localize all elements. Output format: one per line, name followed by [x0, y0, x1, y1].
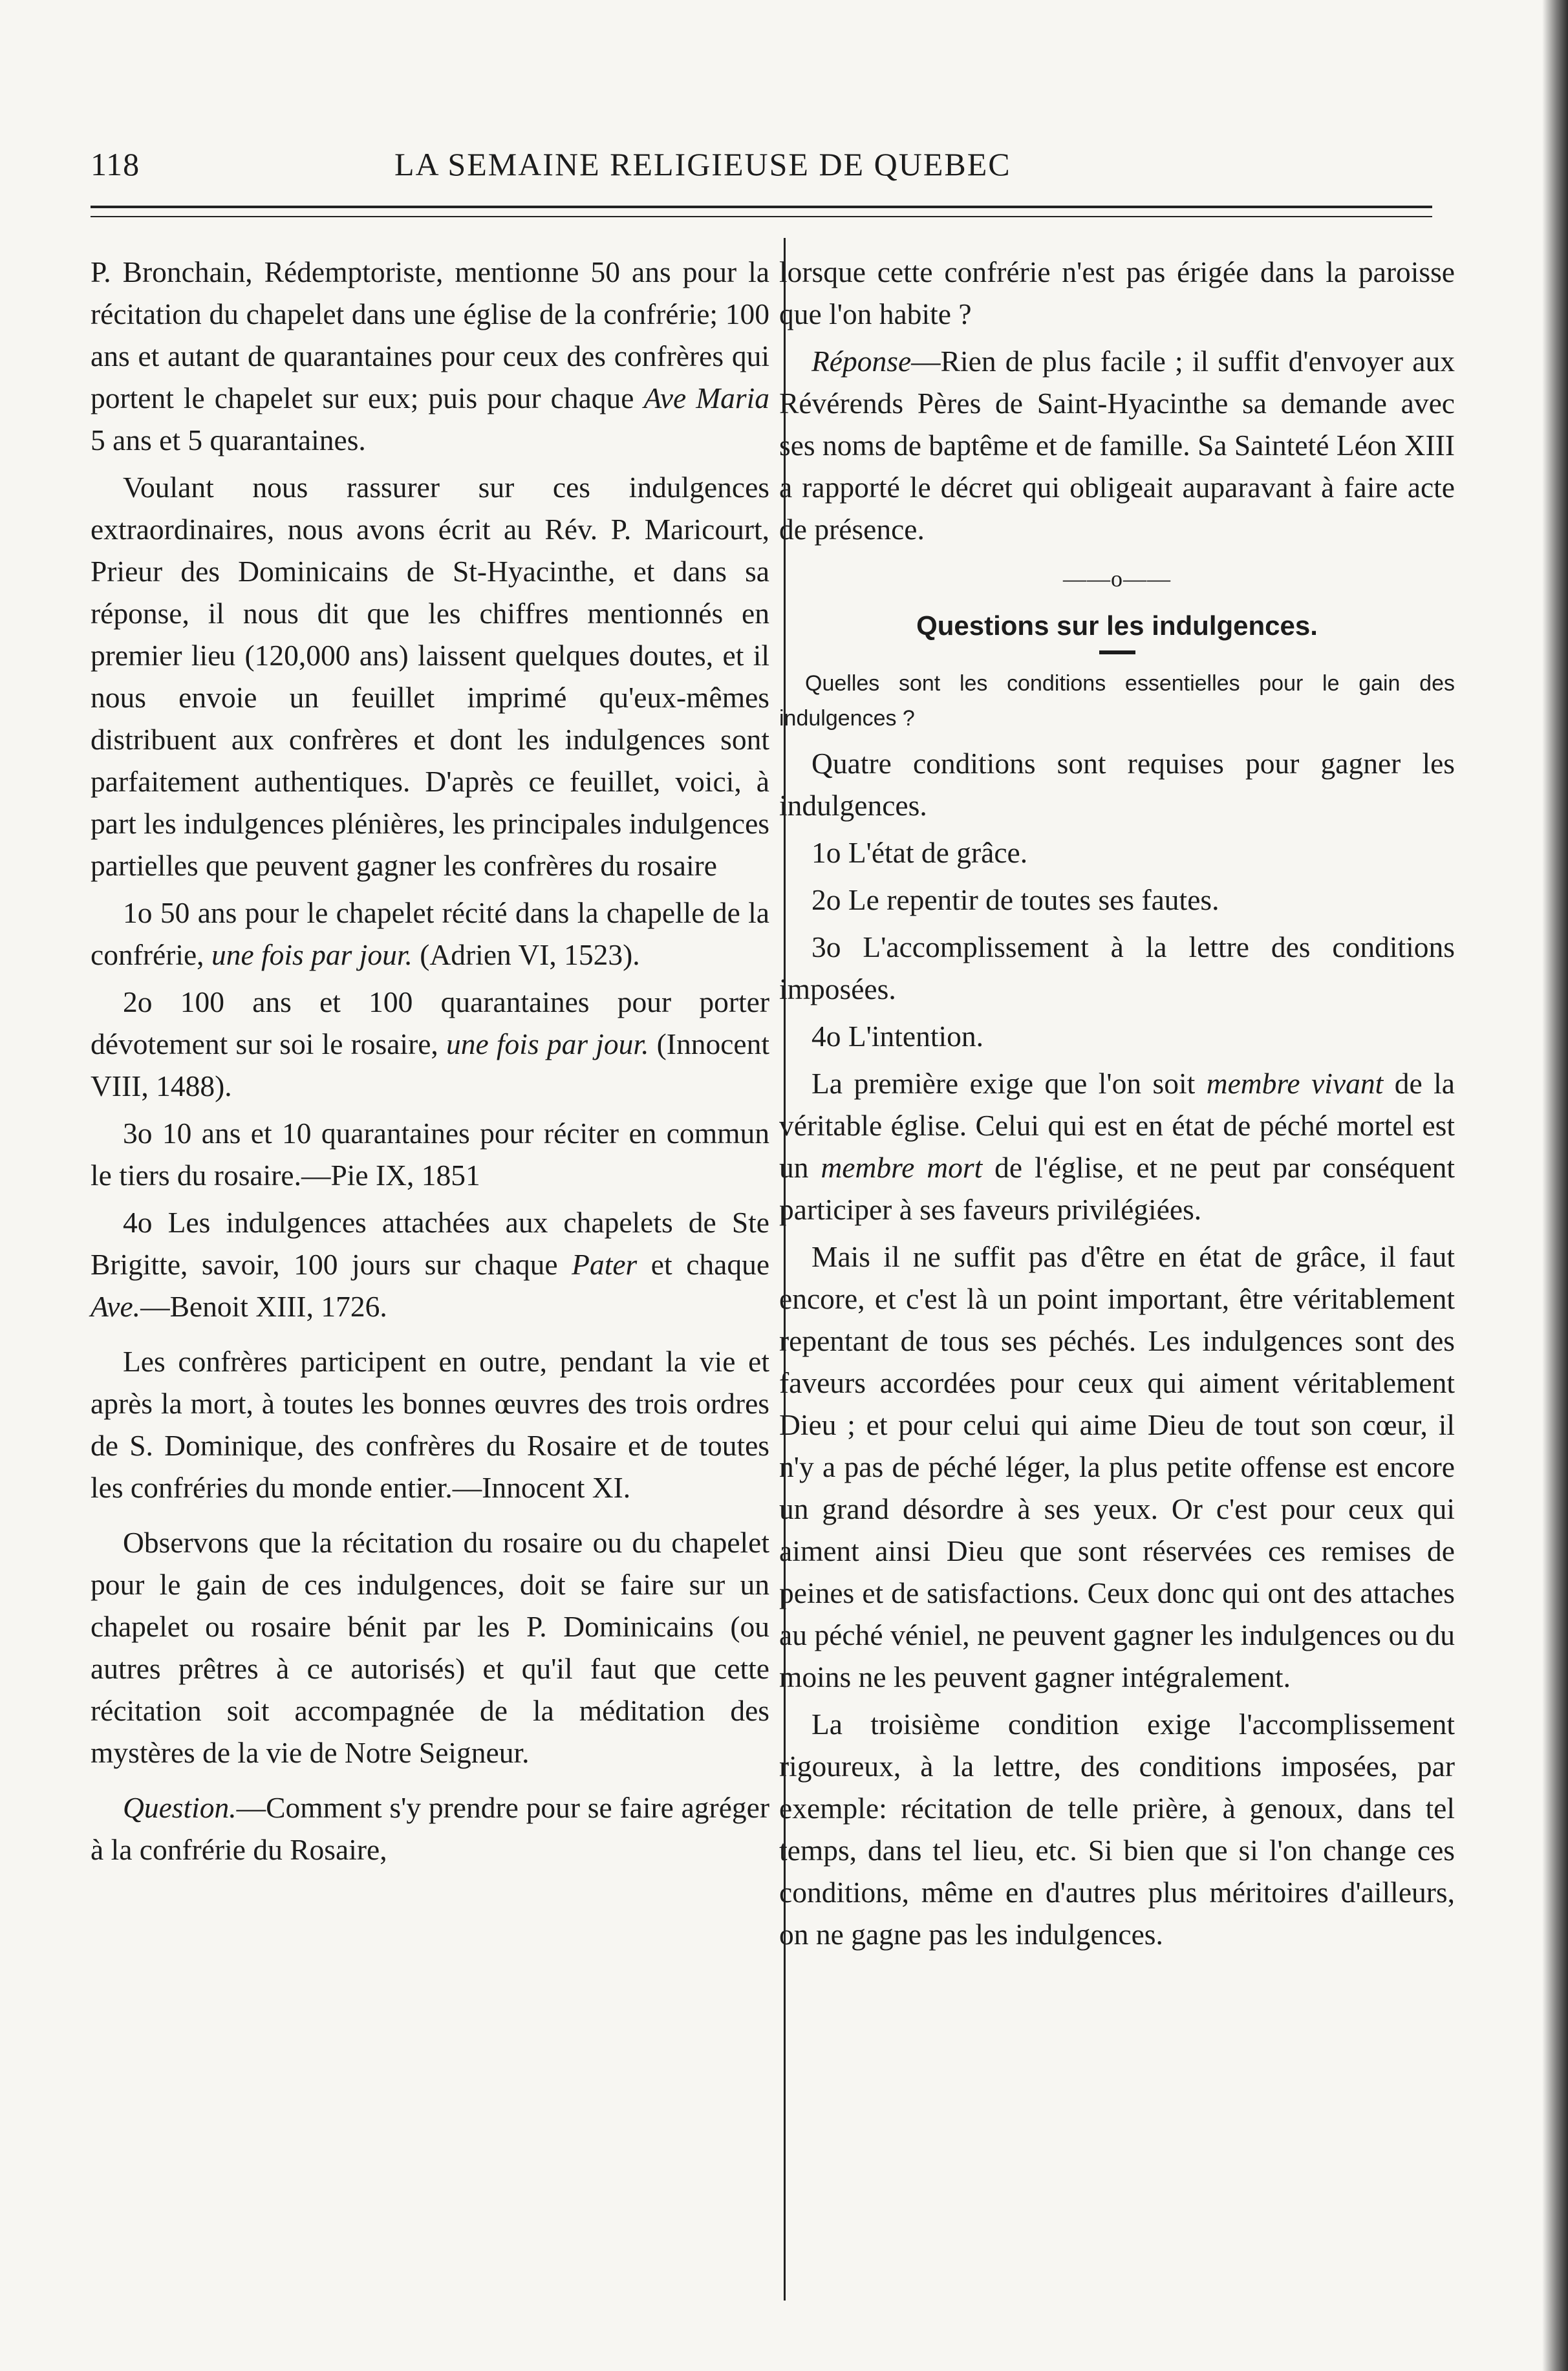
- section-title: Questions sur les indulgences.: [916, 610, 1318, 641]
- list-item: 4o Les indulgences attachées aux chapelets de Ste Brigitte, savoir, 100 jours sur chaque Pater et chaque Ave.—Benoit XIII, 1726.: [91, 1206, 770, 1323]
- title-dash: [1099, 650, 1135, 654]
- paragraph: Voulant nous rassurer sur ces indulgences extraordinaires, nous avons écrit au Rév. P. Maricourt, Prieur des Dominicains de St-Hyacinthe, et dans sa réponse, il nous dit que les chiffres mentionnés en premier lieu (120,000 ans) laissent quelques doutes, et il nous envoie un feuillet imprimé qu'eux-mêmes distribuent aux confrères et dont les indulgences sont parfaitement authentiques. D'après ce feuillet, voici, à part les indulgences plénières, les principales indulgences partielles que peuvent gagner les confrères du rosaire: [91, 471, 769, 882]
- paragraph: La troisième condition exige l'accomplissement rigoureux, à la lettre, des conditions imposées, par exemple: récitation de telle prière, à genoux, dans tel temps, dans tel lieu, etc. Si bien que si l'on change ces conditions, même en d'autres plus méritoires d'ailleurs, on ne gagne pas les indulgences.: [779, 1708, 1455, 1951]
- paragraph: Quatre conditions sont requises pour gagner les indulgences.: [779, 747, 1455, 822]
- question-paragraph: Question.—Comment s'y prendre pour se faire agréger à la confrérie du Rosaire,: [91, 1791, 769, 1866]
- page-header: [91, 145, 1429, 191]
- paragraph: Mais il ne suffit pas d'être en état de grâce, il faut encore, et c'est là un point important, être véritablement repentant de tous ses péchés. Les indulgences sont des faveurs accordées pour ceux qui aiment véritablement Dieu ; et pour celui qui aime Dieu de tout son cœur, il n'y a pas de péché léger, la plus petite offense est encore un grand désordre à ses yeux. Or c'est pour ceux qui aiment ainsi Dieu que sont réservées ces remises de peines et de satisfactions. Ceux donc qui ont des attaches au péché véniel, ne peuvent gagner les indulgences ou du moins ne les peuvent gagner intégralement.: [779, 1240, 1455, 1693]
- paragraph: lorsque cette confrérie n'est pas érigée dans la paroisse que l'on habite ?: [779, 255, 1455, 330]
- list-item: 2o Le repentir de toutes ses fautes.: [811, 883, 1219, 916]
- question-text: Quelles sont les conditions essentielles pour le gain des indulgences ?: [779, 671, 1455, 731]
- header-rule-thick: [91, 206, 1432, 208]
- running-title: LA SEMAINE RELIGIEUSE DE QUEBEC: [394, 146, 1011, 182]
- page-number: 118: [91, 146, 140, 182]
- left-column: [91, 251, 769, 1876]
- paragraph: La première exige que l'on soit membre vivant de la véritable église. Celui qui est en état de péché mortel est un membre mort de l'église, et ne peut par conséquent participer à ses faveurs privilégiées.: [779, 1067, 1455, 1226]
- paragraph: P. Bronchain, Rédemptoriste, mentionne 50 ans pour la récitation du chapelet dans une église de la confrérie; 100 ans et autant de quarantaines pour ceux des confrères qui portent le chapelet sur eux; puis pour chaque Ave Maria 5 ans et 5 quarantaines.: [91, 255, 769, 456]
- list-item: 1o L'état de grâce.: [811, 836, 1028, 869]
- section-separator: ——o——: [1063, 566, 1171, 592]
- list-item: 1o 50 ans pour le chapelet récité dans la chapelle de la confrérie, une fois par jour. (Adrien VI, 1523).: [91, 896, 769, 971]
- header-rule-thin: [91, 216, 1432, 217]
- paragraph: Les confrères participent en outre, pendant la vie et après la mort, à toutes les bonnes œuvres des trois ordres de S. Dominique, des confrères du Rosaire et de toutes les confréries du monde entier.—Innocent XI.: [91, 1345, 769, 1504]
- page-edge-shadow: [1542, 0, 1568, 2371]
- list-item: 4o L'intention.: [811, 1020, 984, 1053]
- answer-paragraph: Réponse—Rien de plus facile ; il suffit d'envoyer aux Révérends Pères de Saint-Hyacinthe sa demande avec ses noms de baptême et de famille. Sa Sainteté Léon XIII a rapporté le décret qui obligeait auparavant à faire acte de présence.: [779, 345, 1455, 546]
- list-item: 2o 100 ans et 100 quarantaines pour porter dévotement sur soi le rosaire, une fois par jour. (Innocent VIII, 1488).: [91, 985, 769, 1102]
- right-column: [779, 251, 1455, 1960]
- list-item: 3o L'accomplissement à la lettre des conditions imposées.: [779, 930, 1455, 1005]
- list-item: 3o 10 ans et 10 quarantaines pour réciter en commun le tiers du rosaire.—Pie IX, 1851: [91, 1117, 769, 1192]
- paragraph: Observons que la récitation du rosaire ou du chapelet pour le gain de ces indulgences, doit se faire sur un chapelet ou rosaire bénit par les P. Dominicains (ou autres prêtres à ce autorisés) et qu'il faut que cette récitation soit accompagnée de la méditation des mystères de la vie de Notre Seigneur.: [91, 1526, 769, 1769]
